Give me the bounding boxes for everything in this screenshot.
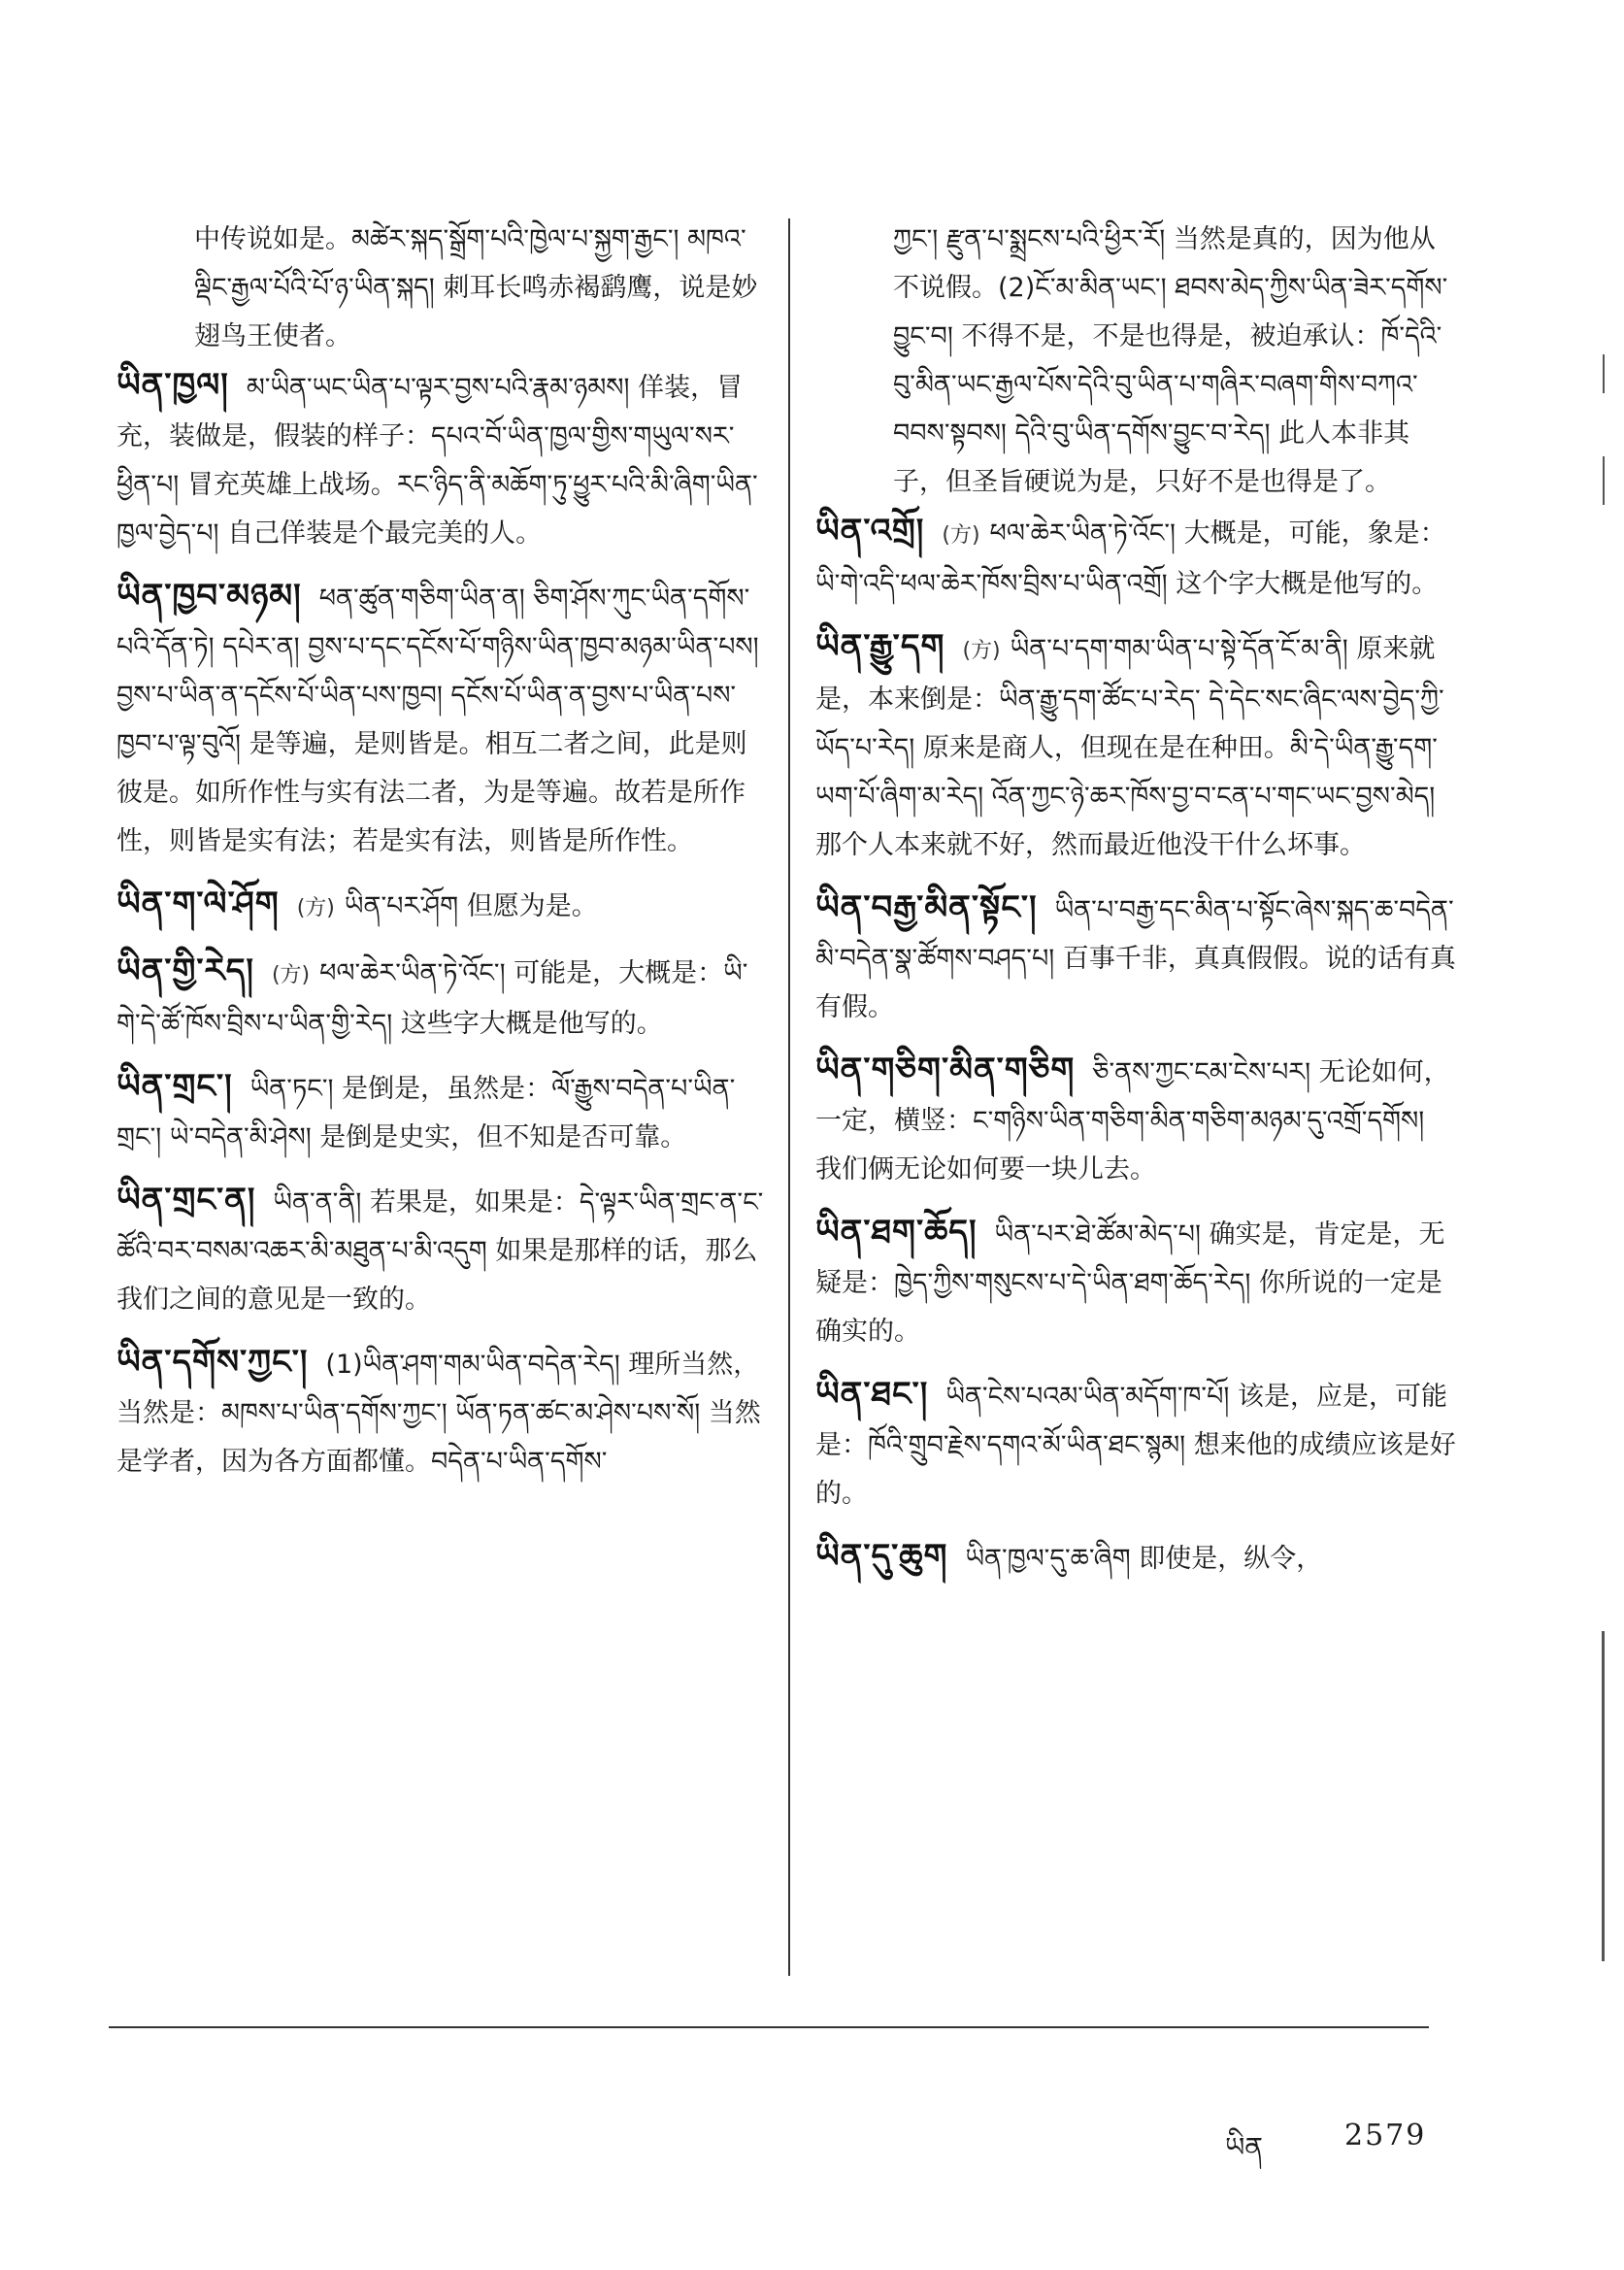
entry-definition: ཕལ་ཆེར་ཡིན་ཏེ་འོང་། 可能是，大概是：ཡི་གེ་དེ་ཚོ་ཁོས་བྲིས་པ་ཡིན་གྱི་རེད། 这些字大概是他写的。 — [116, 958, 748, 1039]
dictionary-entry — [815, 507, 1456, 609]
entry-definition: ཡིན་ཏང་། 是倒是，虽然是：ལོ་རྒྱུས་བདེན་པ་ཡིན་གྲང་། ཡེ་བདེན་མི་ཤེས། 是倒是史实，但不知是否可靠。 — [116, 1074, 736, 1152]
right-column — [815, 216, 1456, 1597]
continued-entry: ཀྱང་། རྫུན་པ་སྨྲངས་པའི་ཕྱིར་རོ། 当然是真的，因为他从不说假。(2)ངོ་མ་མིན་ཡང་། ཐབས་མེད་ཀྱིས་ཡིན་ཟེར་དགོས་བྱུང་བ། 不得不是，不是也得是，被迫承认：ཁོ་དེའི་བུ་མིན་ཡང་རྒྱལ་པོས་དེའི་བུ་ཡིན་པ་གཞིར་བཞག་གིས་བཀའ་བབས་སྟབས། དེའི་བུ་ཡིན་དགོས་བྱུང་བ་རེད། 此人本非其子，但圣旨硬说为是，只好不是也得是了。 — [893, 224, 1448, 497]
entry-headword: ཡིན་ཐག་ཆོད། — [815, 1213, 978, 1252]
entry-headword: ཡིན་གཅིག་མིན་གཅིག — [815, 1051, 1076, 1089]
entry-tag: (方) — [271, 963, 311, 987]
entry-headword: ཡིན་ག་ལེ་ཤོག — [116, 885, 280, 923]
dictionary-entry — [815, 884, 1456, 1032]
scan-edge-mark — [1603, 456, 1605, 505]
running-footer-word: ཡིན — [1225, 2131, 1263, 2163]
entry-definition: ཡིན་པར་ཐེ་ཚོམ་མེད་པ། 确实是，肯定是，无疑是：ཁྱེད་ཀྱིས་གསུངས་པ་དེ་ཡིན་ཐག་ཆོད་རེད། 你所说的一定是确实的。 — [815, 1219, 1445, 1347]
entry-definition: ཕལ་ཆེར་ཡིན་ཏེ་འོང་། 大概是，可能，象是：ཡི་གེ་འདི་ཕལ་ཆེར་ཁོས་བྲིས་པ་ཡིན་འགྲོ། 这个字大概是他写的。 — [815, 518, 1446, 599]
entry-tag: (方) — [962, 639, 1001, 663]
entry-headword: ཡིན་གྱི་རེད། — [116, 951, 254, 990]
dictionary-entry — [815, 1208, 1456, 1356]
dictionary-entry — [116, 1176, 767, 1324]
entry-definition: ཅི་ནས་ཀྱང་ངམ་ངེས་པར། 无论如何，一定，横竖：ང་གཉིས་ཡིན་གཅིག་མིན་གཅིག་མཉམ་དུ་འགྲོ་དགོས། 我们俩无论如何要一块儿去。 — [815, 1057, 1450, 1185]
dictionary-entry — [116, 880, 767, 933]
entry-headword: ཡིན་གྲང་ན། — [116, 1181, 256, 1219]
entry-headword: ཡིན་ཁྱབ་མཉམ། — [116, 577, 302, 616]
entry-headword: ཡིན་དུ་ཆུག — [815, 1537, 948, 1576]
dictionary-entry — [116, 947, 767, 1049]
entry-definition: ཡིན་ངེས་པའམ་ཡིན་མདོག་ཁ་པོ། 该是，应是，可能是：ཁོའི་གྲུབ་རྗེས་དགའ་མོ་ཡིན་ཐང་སྙམ། 想来他的成绩应该是好的。 — [815, 1382, 1456, 1509]
entry-definition: ཕན་ཚུན་གཅིག་ཡིན་ན། ཅིག་ཤོས་ཀུང་ཡིན་དགོས་པའི་དོན་ཏེ། དཔེར་ན། བྱས་པ་དང་དངོས་པོ་གཉིས་ཡིན་ཁྱབ་མཉམ་ཡིན་པས། བྱས་པ་ཡིན་ན་དངོས་པོ་ཡིན་པས་ཁྱབ། དངོས་པོ་ཡིན་ན་བྱས་པ་ཡིན་པས་ཁྱབ་པ་ལྟ་བུའོ། 是等遍，是则皆是。相互二者之间，此是则彼是。如所作性与实有法二者，为是等遍。故若是所作性，则皆是实有法；若是实有法，则皆是所作性。 — [116, 584, 759, 856]
entry-definition: (1)ཡིན་ཤག་གམ་ཡིན་བདེན་རེད། 理所当然，当然是：མཁས་པ་ཡིན་དགོས་ཀྱང་། ཡོན་ཏན་ཚང་མ་ཤེས་པས་སོ། 当然是学者，因为各方面都懂。བདེན་པ་ཡིན་དགོས་ — [116, 1350, 761, 1477]
dictionary-entry — [116, 361, 767, 558]
page-number: 2579 — [1344, 2119, 1427, 2153]
entry-tag: (方) — [296, 896, 335, 920]
entry-headword: ཡིན་ཁྱལ། — [116, 366, 229, 405]
entry-headword: ཡིན་འགྲོ། — [815, 512, 925, 551]
column-divider — [788, 218, 790, 1976]
continued-entry: 中传说如是。མཚེར་སྐད་སྒྲོག་པའི་ཁྱེལ་པ་སྐྱག་རྒྱང་། མཁའ་ལྡིང་རྒྱལ་པོའི་པོ་ཉ་ཡིན་སྐད། 刺耳长鸣赤褐鹞鹰，说是妙翅鸟王使者。 — [194, 224, 758, 351]
entry-definition: མ་ཡིན་ཡང་ཡིན་པ་ལྟར་བྱས་པའི་རྣམ་ཉམས། 佯装，冒充，装做是，假装的样子：དཔའ་བོ་ཡིན་ཁྱལ་གྱིས་གཡུལ་སར་ཕྱིན་པ། 冒充英雄上战场。རང་ཉིད་ནི་མཆོག་ཏུ་ཕྱུར་པའི་མི་ཞིག་ཡིན་ཁྱལ་བྱེད་པ། 自己佯装是个最完美的人。 — [116, 373, 758, 549]
entry-definition: ཡིན་པ་བརྒྱ་དང་མིན་པ་སྟོང་ཞེས་སྐད་ཆ་བདེན་མི་བདེན་སྣ་ཚོགས་བཤད་པ། 百事千非，真真假假。说的话有真有假。 — [815, 895, 1456, 1022]
entry-tag: (方) — [942, 523, 980, 548]
left-column — [116, 216, 767, 1500]
entry-definition: ཡིན་ན་ནི། 若果是，如果是：དེ་ལྟར་ཡིན་གྲང་ན་ང་ཚོའི་བར་བསམ་འཆར་མི་མཐུན་པ་མི་འདུག 如果是那样的话，那么我们之间的意见是一致的。 — [116, 1187, 764, 1315]
dictionary-entry — [116, 1062, 767, 1162]
dictionary-entry — [116, 1338, 767, 1486]
dictionary-entry — [815, 622, 1456, 870]
entry-headword: ཡིན་གྲང་། — [116, 1067, 233, 1106]
scan-edge-mark — [1602, 1631, 1605, 1961]
entry-definition: ཡིན་པར་ཤོག 但愿为是。 — [344, 891, 598, 921]
entry-headword: ཡིན་ཐང་། — [815, 1375, 929, 1414]
dictionary-entry — [815, 1532, 1456, 1584]
entry-headword: ཡིན་དགོས་ཀྱང་། — [116, 1343, 309, 1382]
dictionary-entry — [815, 1370, 1456, 1519]
entry-definition: ཡིན་པ་དག་གམ་ཡིན་པ་སྟེ་དོན་ངོ་མ་ནི། 原来就是，本来倒是：ཡིན་རྒྱུ་དག་ཚོང་པ་རེད་ དེ་དེང་སང་ཞིང་ལས་བྱེད་ཀྱི་ཡོད་པ་རེད། 原来是商人，但现在是在种田。མི་དེ་ཡིན་རྒྱུ་དག་ཡག་པོ་ཞིག་མ་རེད། འོན་ཀྱང་ཉེ་ཆར་ཁོས་བྱ་བ་ངན་པ་གང་ཡང་བྱས་མེད། 那个人本来就不好，然而最近他没干什么坏事。 — [815, 634, 1444, 860]
entry-headword: ཡིན་བརྒྱ་མིན་སྟོང་། — [815, 888, 1038, 927]
scan-edge-mark — [1603, 354, 1605, 393]
entry-definition: ཡིན་ཁྱལ་དུ་ཆ་ཞིག 即使是，纵令， — [965, 1544, 1323, 1574]
dictionary-entry — [815, 1046, 1456, 1194]
entry-headword: ཡིན་རྒྱུ་དག — [815, 627, 945, 666]
footer-rule — [109, 2026, 1429, 2028]
dictionary-entry — [116, 572, 767, 866]
